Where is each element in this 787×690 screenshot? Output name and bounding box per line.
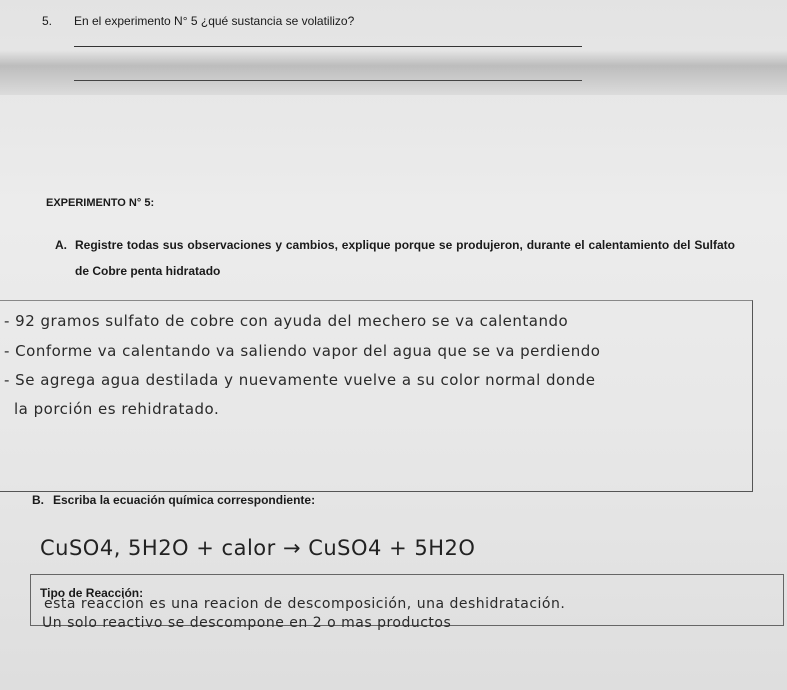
- handwritten-line: - Se agrega agua destilada y nuevamente vuelve a su color normal donde: [4, 371, 596, 389]
- answer-line: [74, 46, 582, 47]
- section-b-letter: B.: [32, 493, 44, 507]
- answer-line: [74, 80, 582, 81]
- page-fold-shadow: [0, 50, 787, 95]
- question-text: En el experimento N° 5 ¿qué sustancia se volatilizo?: [74, 14, 355, 28]
- handwritten-line: esta reaccion es una reacion de descomposición, una deshidratación.: [44, 596, 566, 612]
- handwritten-line: - 92 gramos sulfato de cobre con ayuda del mechero se va calentando: [4, 312, 569, 330]
- chemical-equation: CuSO4, 5H2O + calor → CuSO4 + 5H2O: [40, 536, 476, 560]
- section-a-text: Registre todas sus observaciones y cambios, explique porque se produjeron, durante el calentamiento del Sulfato de Cobre penta hidratado: [75, 238, 735, 278]
- question-number: 5.: [42, 14, 53, 28]
- handwritten-line: la porción es rehidratado.: [14, 400, 220, 418]
- handwritten-line: - Conforme va calentando va saliendo vapor del agua que se va perdiendo: [4, 342, 601, 360]
- reaction-type-label: Tipo de Reacción:: [40, 586, 144, 600]
- section-a-letter: A.: [55, 238, 67, 252]
- handwritten-line: Un solo reactivo se descompone en 2 o mas productos: [42, 615, 452, 631]
- section-b-text: Escriba la ecuación química correspondiente:: [53, 493, 316, 507]
- experiment-title: EXPERIMENTO N° 5:: [46, 197, 155, 209]
